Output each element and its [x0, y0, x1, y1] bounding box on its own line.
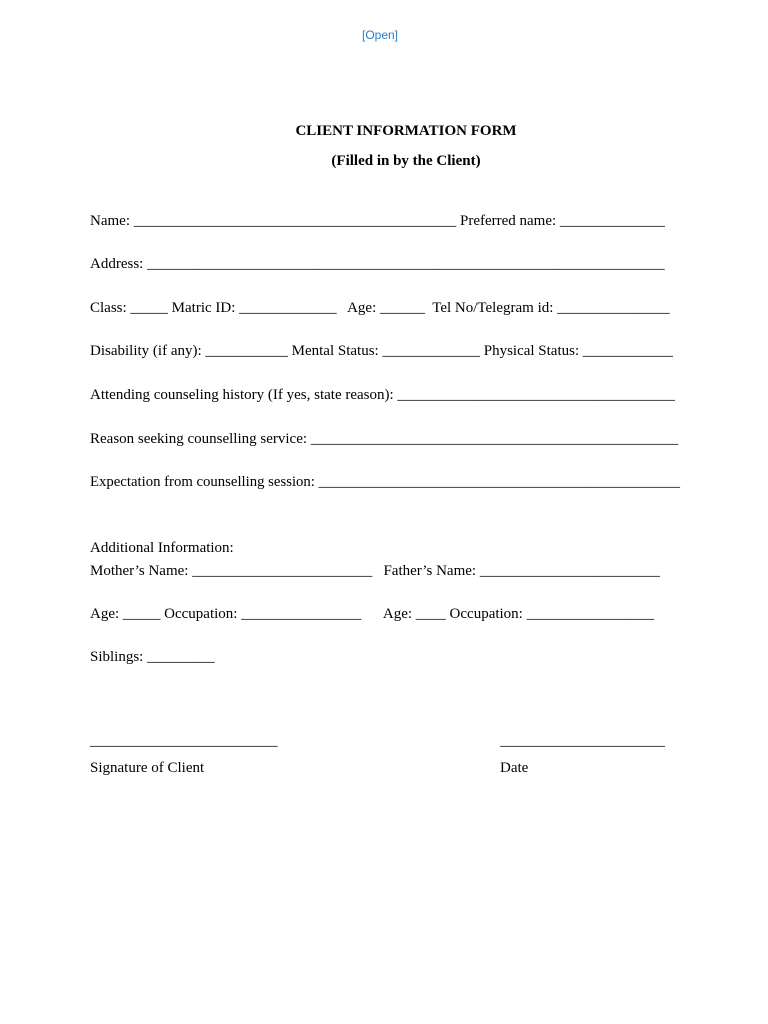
client-signature-line[interactable]: _________________________	[90, 733, 278, 749]
reason-seeking-line[interactable]: Reason seeking counselling service: _________________________________________________	[90, 431, 679, 447]
counseling-history-line[interactable]: Attending counseling history (If yes, state reason): _____________________________________	[90, 387, 675, 403]
parents-name-line[interactable]: Mother’s Name: ________________________ Father’s Name: ________________________	[90, 563, 660, 579]
additional-info-heading: Additional Information:	[90, 540, 234, 556]
disability-status-line[interactable]: Disability (if any): ___________ Mental Status: _____________ Physical Status: ____________	[90, 343, 673, 359]
open-tag-link[interactable]: [Open]	[361, 28, 399, 42]
class-matric-age-tel-line[interactable]: Class: _____ Matric ID: _____________ Age: ______ Tel No/Telegram id: _______________	[90, 300, 670, 316]
siblings-line[interactable]: Siblings: _________	[90, 649, 215, 665]
date-line[interactable]: ______________________	[500, 733, 665, 749]
parents-age-occupation-line[interactable]: Age: _____ Occupation: ________________ Age: ____ Occupation: _________________	[90, 606, 655, 622]
client-signature-label: Signature of Client	[90, 760, 205, 776]
form-subtitle: (Filled in by the Client)	[331, 153, 481, 169]
form-title: CLIENT INFORMATION FORM	[295, 123, 517, 139]
expectation-line[interactable]: Expectation from counselling session: _________________________________________________	[90, 474, 680, 490]
name-field-line[interactable]: Name: ___________________________________________ Preferred name: ______________	[90, 213, 665, 229]
date-label: Date	[500, 760, 529, 776]
address-field-line[interactable]: Address: _____________________________________________________________________	[90, 256, 665, 272]
